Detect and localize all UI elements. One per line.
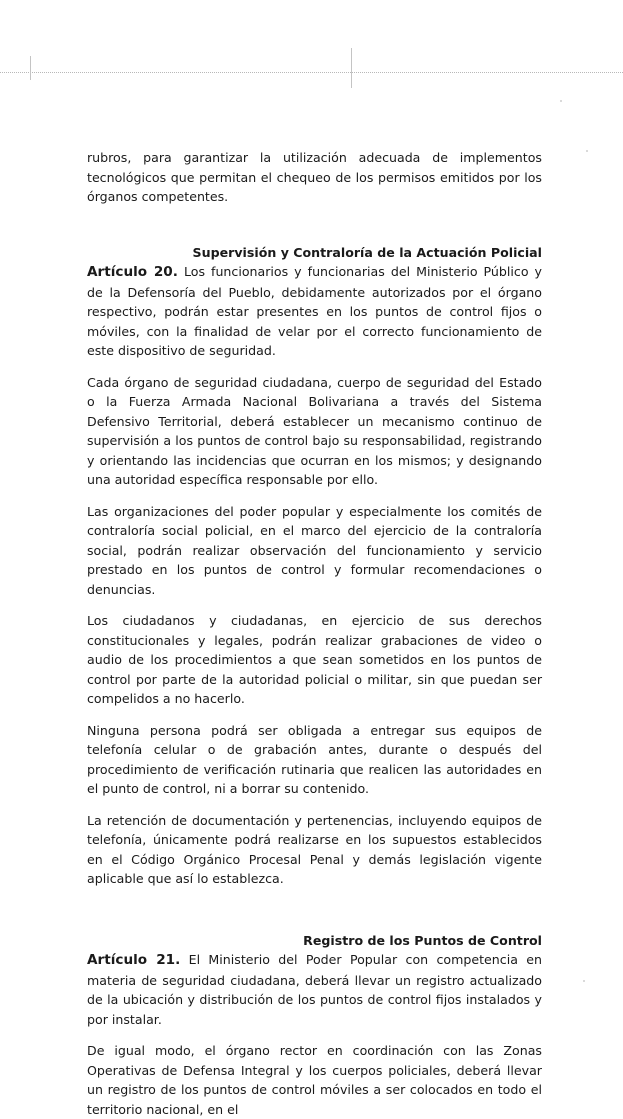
- scan-mark: [30, 56, 31, 80]
- scan-mark: [351, 48, 352, 88]
- scan-speck: [586, 150, 588, 152]
- body-paragraph: De igual modo, el órgano rector en coordinación con las Zonas Operativas de Defensa Integral y los cuerpos policiales, deberá llevar un registro de los puntos de control móviles a ser colocados en todo el territorio nacional, en el: [87, 1043, 542, 1117]
- article-21-label: Artículo 21.: [87, 952, 181, 968]
- scan-edge-line: [0, 72, 623, 73]
- body-paragraph: Ninguna persona podrá ser obligada a entregar sus equipos de telefonía celular o de grabación antes, durante o después del procedimiento de verificación rutinaria que realicen las autoridades en el punto de control, ni a borrar su contenido.: [87, 722, 542, 796]
- scan-speck: [560, 100, 562, 102]
- article-20-label: Artículo 20.: [87, 264, 178, 280]
- article-20-text: Los funcionarios y funcionarias del Ministerio Público y de la Defensoría del Pueblo, debidamente autorizados por el órgano respectivo, podrán estar presentes en los puntos de control fijos o móviles, con la finalidad de velar por el correcto funcionamiento de este dispositivo de seguridad.: [87, 264, 542, 358]
- section-heading-registro: Registro de los Puntos de Control: [303, 932, 542, 948]
- article-20-paragraph: [87, 262, 542, 361]
- body-paragraph: Las organizaciones del poder popular y especialmente los comités de contraloría social policial, en el marco del ejercicio de la contraloría social, podrán realizar observación del funcionamiento y servicio prestado en los puntos de control y formular recomendaciones o denuncias.: [87, 503, 542, 597]
- body-paragraph: La retención de documentación y pertenencias, incluyendo equipos de telefonía, únicamente podrá realizarse en los supuestos establecidos en el Código Orgánico Procesal Penal y demás legislación vigente aplicable que así lo establezca.: [87, 812, 542, 886]
- article-21-paragraph: [87, 950, 542, 1029]
- section-heading-supervision: Supervisión y Contraloría de la Actuación Policial: [192, 244, 542, 260]
- continuation-paragraph: rubros, para garantizar la utilización adecuada de implementos tecnológicos que permitan el chequeo de los permisos emitidos por los órganos competentes.: [87, 150, 542, 204]
- body-paragraph: Los ciudadanos y ciudadanas, en ejercicio de sus derechos constitucionales y legales, podrán realizar grabaciones de video o audio de los procedimientos a que sean sometidos en los puntos de control por parte de la autoridad policial o militar, sin que puedan ser compelidos a no hacerlo.: [87, 613, 542, 706]
- body-paragraph: Cada órgano de seguridad ciudadana, cuerpo de seguridad del Estado o la Fuerza Armada Nacional Bolivariana a través del Sistema Defensivo Territorial, deberá establecer un mecanismo continuo de supervisión a los puntos de control bajo su responsabilidad, registrando y orientando las incidencias que ocurran en los mismos; y designando una autoridad específica responsable por ello.: [87, 374, 542, 487]
- scan-speck: [583, 980, 585, 982]
- document-page: [87, 148, 542, 1119]
- article-21-text: El Ministerio del Poder Popular con competencia en materia de seguridad ciudadana, deberá llevar un registro actualizado de la ubicación y distribución de los puntos de control fijos instalados y por instalar.: [87, 952, 542, 1027]
